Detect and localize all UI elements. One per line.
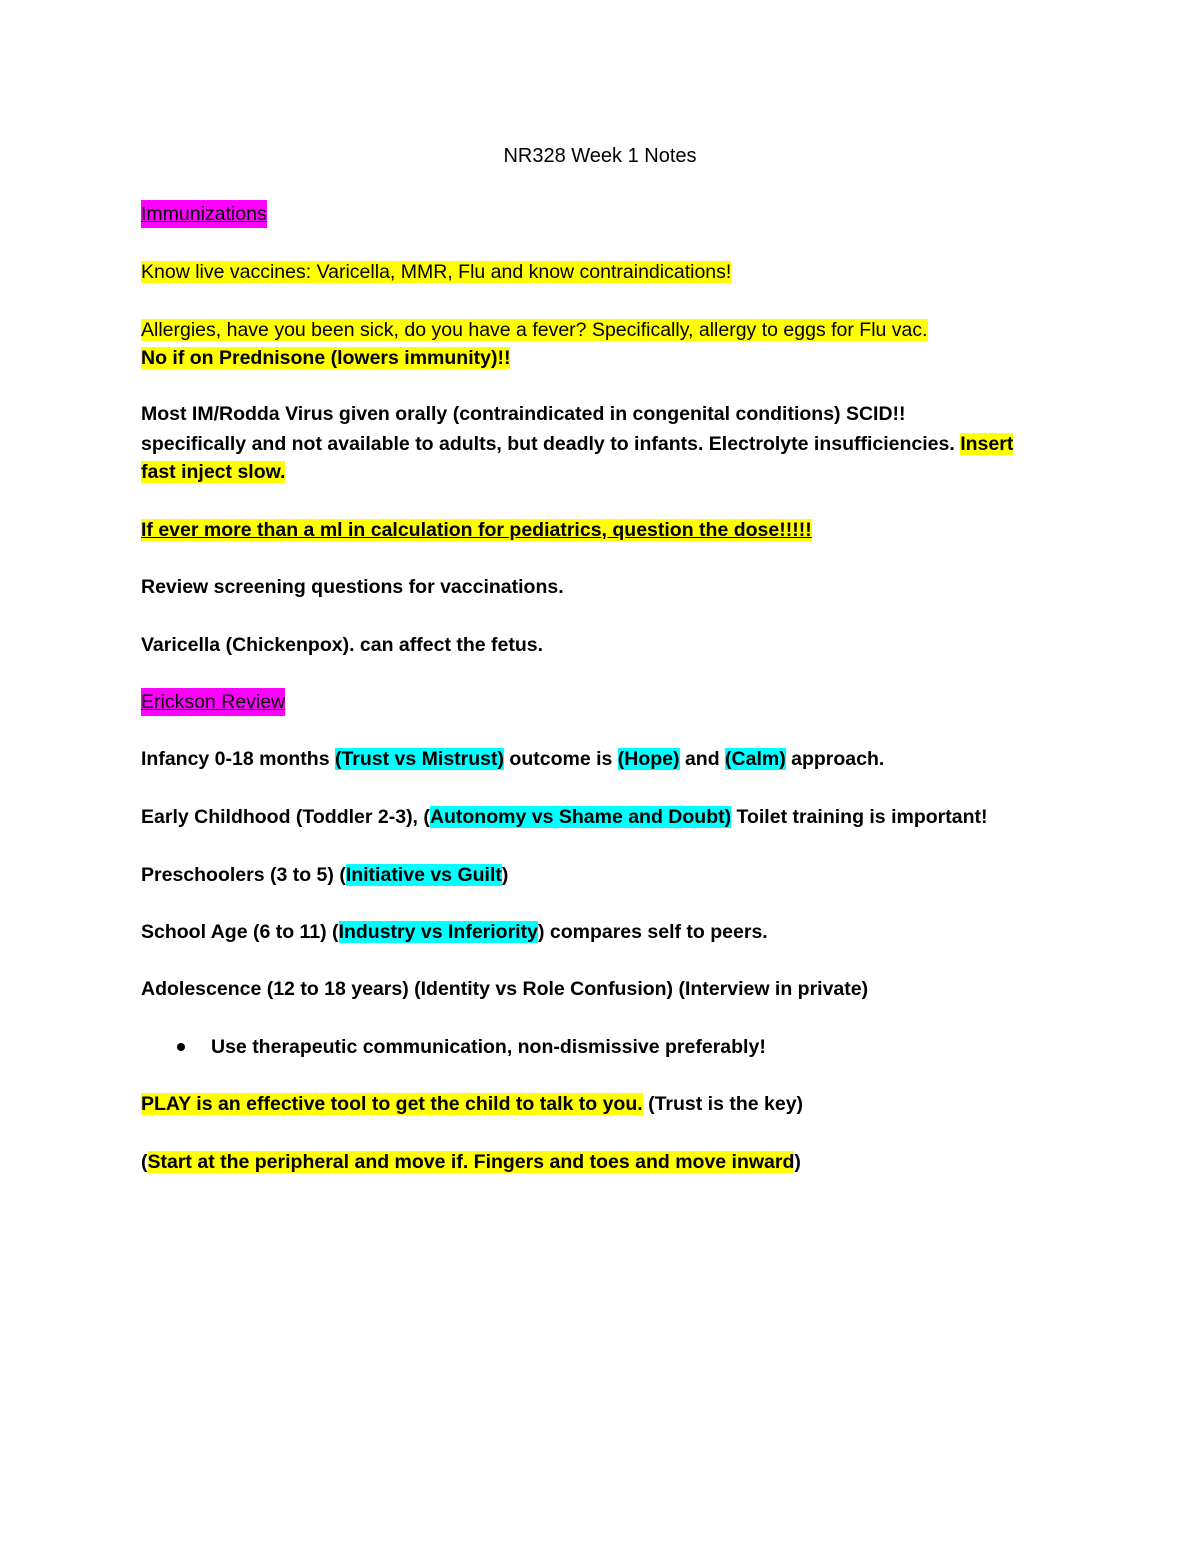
prednisone-note <box>141 344 510 372</box>
varicella-note: Varicella (Chickenpox). can affect the fetus. <box>141 634 544 656</box>
preschoolers-suffix: ) <box>501 864 509 886</box>
infancy-stage-text: (Trust vs Mistrust) <box>334 748 504 770</box>
rodda-line-2-text: specifically and not available to adults, but deadly to infants. Electrolyte insufficiencies. <box>141 433 955 455</box>
screening-note: Review screening questions for vaccinations. <box>141 576 564 598</box>
immunizations-heading: Immunizations <box>141 200 267 228</box>
start-highlight: Start at the peripheral and move if. Fingers and toes and move inward <box>147 1151 795 1173</box>
early-childhood-stage-text: Autonomy vs Shame and Doubt) <box>429 806 732 828</box>
play-note <box>141 1090 803 1118</box>
early-childhood-stage <box>141 803 987 831</box>
infancy-prefix: Infancy 0-18 months <box>141 748 335 770</box>
live-vaccines-note <box>141 258 731 286</box>
dose-warning-note <box>141 516 812 544</box>
dose-warning-text: If ever more than a ml in calculation for pediatrics, question the dose!!!!! <box>141 519 812 541</box>
school-age-prefix: School Age (6 to 11) ( <box>141 921 339 943</box>
school-age-stage-text: Industry vs Inferiority <box>338 921 538 943</box>
school-age-stage <box>141 918 768 946</box>
play-highlight: PLAY is an effective tool to get the child to talk to you. <box>141 1093 643 1115</box>
infancy-hope: (Hope) <box>617 748 680 770</box>
infancy-stage <box>141 745 884 773</box>
start-open-paren: ( <box>141 1151 148 1173</box>
live-vaccines-text: Know live vaccines: Varicella, MMR, Flu and know contraindications! <box>141 261 732 283</box>
preschoolers-stage-text: Initiative vs Guilt <box>345 864 502 886</box>
bullet-icon <box>177 1043 185 1051</box>
erickson-heading: Erickson Review <box>141 688 285 716</box>
rodda-insert-text: Insert <box>960 433 1014 455</box>
infancy-mid: outcome is <box>504 748 618 770</box>
preschoolers-prefix: Preschoolers (3 to 5) ( <box>141 864 346 886</box>
adolescence-stage: Adolescence (12 to 18 years) (Identity vs Role Confusion) (Interview in private) <box>141 978 869 1000</box>
rodda-line-3-text: fast inject slow. <box>141 461 286 483</box>
rodda-note-line-1: Most IM/Rodda Virus given orally (contraindicated in congenital conditions) SCID!! <box>141 403 906 425</box>
infancy-suffix: approach. <box>785 748 885 770</box>
preschoolers-stage <box>141 861 508 889</box>
bullet-communication: Use therapeutic communication, non-dismissive preferably! <box>211 1036 766 1058</box>
infancy-calm: (Calm) <box>725 748 786 770</box>
allergies-text: Allergies, have you been sick, do you have a fever? Specifically, allergy to eggs for Flu vac. <box>141 319 928 341</box>
start-close-paren: ) <box>794 1151 801 1173</box>
school-age-suffix: ) compares self to peers. <box>537 921 768 943</box>
rodda-note-line-2 <box>141 430 1013 458</box>
document-title: NR328 Week 1 Notes <box>503 145 697 167</box>
allergies-note <box>141 316 928 344</box>
infancy-and: and <box>679 748 726 770</box>
prednisone-text: No if on Prednisone (lowers immunity)!! <box>141 347 511 369</box>
play-suffix: (Trust is the key) <box>642 1093 804 1115</box>
early-childhood-suffix: Toilet training is important! <box>731 806 988 828</box>
start-peripheral-note <box>141 1148 801 1176</box>
rodda-note-line-3 <box>141 458 285 486</box>
early-childhood-prefix: Early Childhood (Toddler 2-3), ( <box>141 806 430 828</box>
